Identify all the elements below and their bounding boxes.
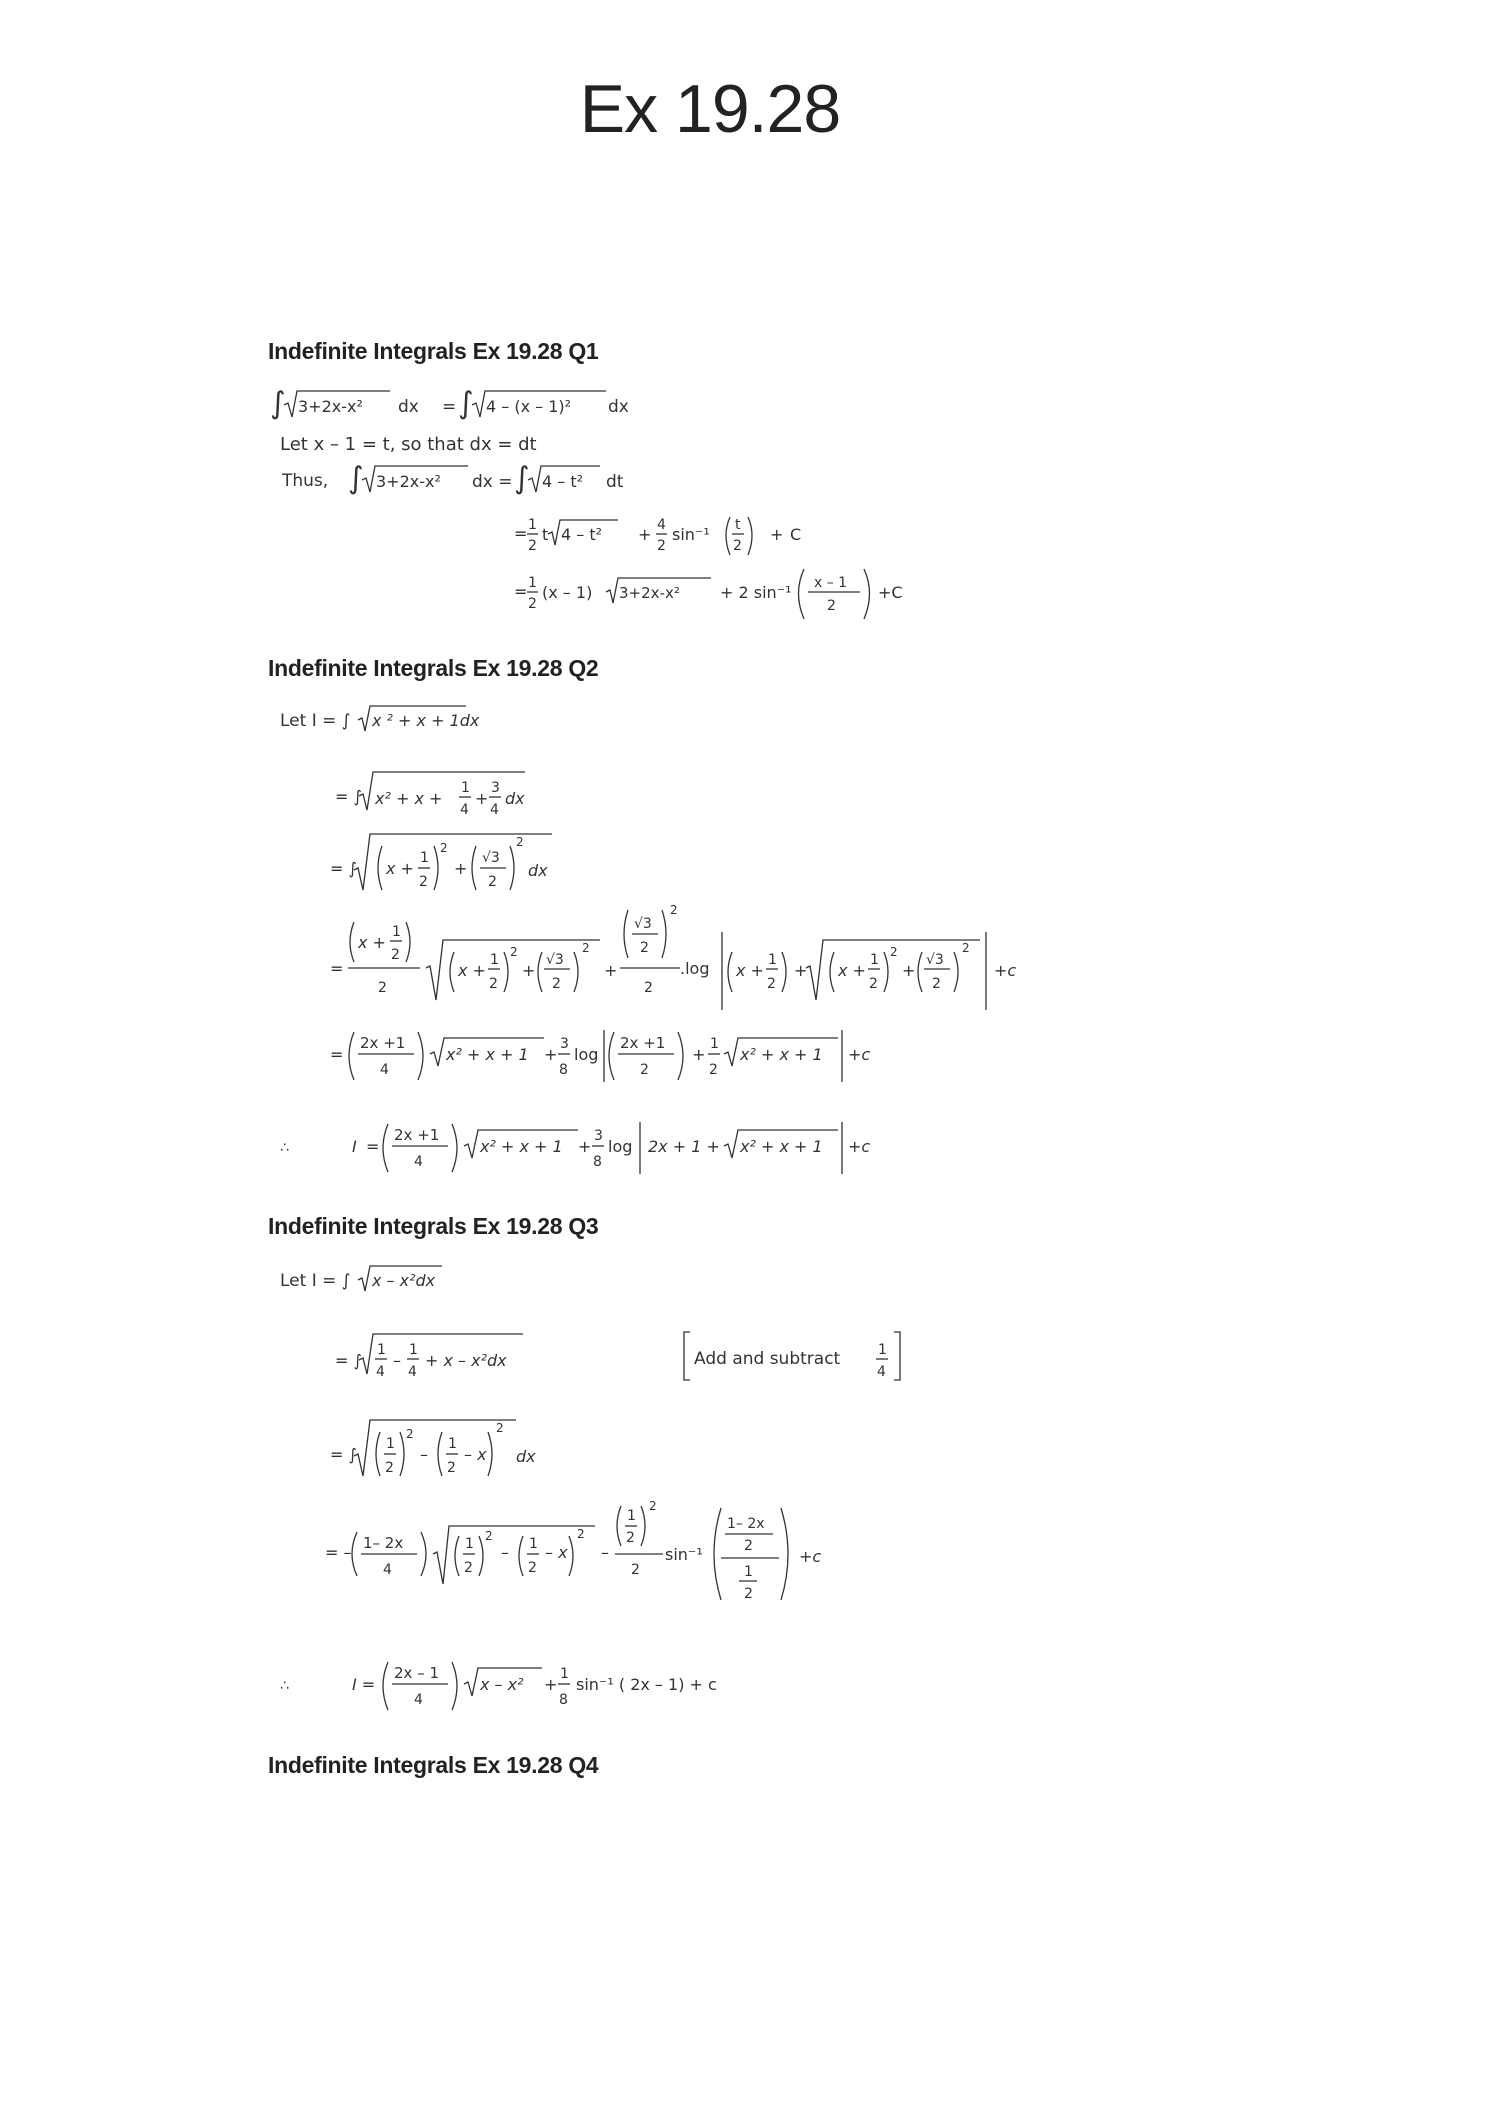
- svg-text:4: 4: [383, 1562, 392, 1578]
- svg-text:2: 2: [391, 947, 400, 963]
- svg-text:2: 2: [640, 1062, 649, 1078]
- svg-text:2: 2: [640, 940, 649, 956]
- svg-text:1: 1: [420, 850, 429, 866]
- svg-text:2: 2: [649, 1499, 657, 1513]
- svg-text:2: 2: [489, 976, 498, 992]
- section-heading-q4: Indefinite Integrals Ex 19.28 Q4: [268, 1752, 599, 1778]
- svg-text:+: +: [475, 789, 489, 808]
- svg-text:4: 4: [490, 802, 499, 818]
- svg-text:1: 1: [377, 1342, 386, 1358]
- svg-text:dx: dx: [505, 789, 525, 808]
- svg-text:+: +: [604, 961, 618, 980]
- svg-text:=: =: [330, 959, 344, 978]
- svg-text:dx: dx: [608, 397, 629, 417]
- svg-text:.log: .log: [680, 959, 710, 978]
- svg-text:4: 4: [657, 517, 666, 533]
- svg-text:2x + 1 +: 2x + 1 +: [648, 1137, 720, 1156]
- svg-text:(x – 1): (x – 1): [542, 583, 593, 602]
- svg-text:1: 1: [744, 1564, 753, 1580]
- svg-text:3+2x-x²: 3+2x-x²: [298, 397, 363, 416]
- svg-text:2: 2: [496, 1421, 504, 1435]
- svg-text:1: 1: [528, 575, 537, 591]
- svg-text:=: =: [514, 582, 528, 601]
- svg-text:1: 1: [878, 1342, 887, 1358]
- svg-text:2: 2: [709, 1062, 718, 1078]
- svg-text:√3: √3: [546, 952, 564, 968]
- svg-text:–: –: [393, 1351, 401, 1370]
- svg-text:2x +1: 2x +1: [360, 1034, 406, 1052]
- svg-text:2: 2: [869, 976, 878, 992]
- svg-text:2: 2: [510, 945, 518, 959]
- svg-text:2: 2: [485, 1529, 493, 1543]
- svg-text:x ² + x + 1dx: x ² + x + 1dx: [372, 711, 480, 730]
- svg-text:t: t: [735, 517, 741, 533]
- svg-text:x² + x +: x² + x +: [375, 789, 443, 808]
- svg-text:x – x²: x – x²: [480, 1675, 524, 1694]
- svg-text:dx =: dx =: [472, 472, 513, 492]
- svg-text:8: 8: [559, 1062, 568, 1078]
- svg-text:4: 4: [380, 1062, 389, 1078]
- svg-text:4 – t²: 4 – t²: [561, 525, 603, 544]
- svg-text:√3: √3: [926, 952, 944, 968]
- svg-text:∫: ∫: [514, 461, 530, 496]
- svg-text:=: =: [442, 397, 457, 417]
- svg-text:x² + x + 1: x² + x + 1: [446, 1045, 529, 1064]
- svg-text:x – 1: x – 1: [814, 575, 848, 591]
- q2-let: [280, 702, 540, 738]
- svg-text:= ∫: = ∫: [335, 1351, 362, 1370]
- q1-thus-label: Thus,: [282, 471, 329, 491]
- svg-text:8: 8: [559, 1692, 568, 1708]
- q2-final: [280, 1108, 900, 1184]
- svg-text:+: +: [544, 1675, 558, 1694]
- q3-step-1: [335, 1326, 555, 1386]
- svg-text:= ∫: = ∫: [330, 859, 357, 878]
- svg-text:–: –: [601, 1543, 609, 1562]
- svg-text:=: =: [366, 1137, 380, 1156]
- svg-text:2: 2: [733, 538, 742, 554]
- q3-therefore: ∴: [280, 1678, 289, 1694]
- svg-text:1: 1: [392, 924, 401, 940]
- svg-text:2: 2: [419, 874, 428, 890]
- svg-text:3: 3: [560, 1036, 569, 1052]
- svg-text:2: 2: [670, 903, 678, 917]
- svg-text:sin⁻¹: sin⁻¹: [665, 1545, 703, 1564]
- svg-text:1– 2x: 1– 2x: [363, 1534, 404, 1552]
- svg-text:1: 1: [710, 1036, 719, 1052]
- q3-final-label: I =: [352, 1675, 376, 1694]
- svg-text:3: 3: [594, 1128, 603, 1144]
- svg-text:2: 2: [626, 1530, 635, 1546]
- svg-text:+: +: [544, 1045, 558, 1064]
- svg-text:2: 2: [657, 538, 666, 554]
- svg-text:x +: x +: [458, 961, 486, 980]
- svg-text:–: –: [501, 1543, 509, 1562]
- svg-text:– x: – x: [545, 1543, 568, 1562]
- svg-text:2: 2: [577, 1527, 585, 1541]
- svg-text:4: 4: [414, 1692, 423, 1708]
- svg-text:1– 2x: 1– 2x: [727, 1516, 765, 1532]
- svg-text:∫: ∫: [458, 386, 474, 421]
- svg-text:+: +: [770, 525, 784, 544]
- svg-text:2: 2: [528, 1560, 537, 1576]
- svg-text:–: –: [420, 1445, 428, 1464]
- svg-text:4: 4: [414, 1154, 423, 1170]
- svg-text:+: +: [692, 1045, 706, 1064]
- svg-text:2x – 1: 2x – 1: [394, 1664, 439, 1682]
- svg-text:2: 2: [406, 1427, 414, 1441]
- q1-step-2: [514, 563, 914, 623]
- svg-text:2: 2: [552, 976, 561, 992]
- q3-let: [280, 1262, 540, 1298]
- svg-text:+c: +c: [848, 1137, 871, 1156]
- svg-text:1: 1: [448, 1436, 457, 1452]
- svg-text:+: +: [902, 961, 916, 980]
- svg-text:+c: +c: [994, 961, 1017, 980]
- svg-text:– x: – x: [464, 1445, 487, 1464]
- svg-text:t: t: [542, 525, 549, 544]
- svg-text:= ∫: = ∫: [335, 787, 362, 806]
- q1-step-1: [514, 505, 834, 565]
- svg-text:1: 1: [490, 952, 499, 968]
- svg-text:log: log: [574, 1045, 599, 1064]
- svg-text:1: 1: [461, 780, 470, 796]
- svg-text:2x +1: 2x +1: [620, 1034, 666, 1052]
- svg-text:2: 2: [827, 598, 836, 614]
- svg-text:2: 2: [528, 596, 537, 612]
- page-title: Ex 19.28: [579, 71, 841, 147]
- svg-text:+C: +C: [878, 583, 903, 602]
- svg-text:2: 2: [631, 1562, 640, 1578]
- svg-text:2: 2: [767, 976, 776, 992]
- q2-step-3: [330, 904, 1050, 1014]
- q3-step-2: [330, 1412, 550, 1488]
- q3-final: [280, 1650, 760, 1720]
- q3-let-label: Let I = ∫: [280, 1271, 351, 1291]
- section-heading-q2: Indefinite Integrals Ex 19.28 Q2: [268, 655, 599, 681]
- svg-text:8: 8: [593, 1154, 602, 1170]
- svg-text:+: +: [638, 525, 652, 544]
- svg-text:+: +: [578, 1137, 592, 1156]
- svg-text:1: 1: [768, 952, 777, 968]
- svg-text:1: 1: [870, 952, 879, 968]
- svg-text:√3: √3: [482, 850, 500, 866]
- svg-text:∫: ∫: [270, 386, 286, 421]
- q2-step-2: [330, 826, 590, 902]
- svg-text:2: 2: [890, 945, 898, 959]
- svg-text:3+2x-x²: 3+2x-x²: [376, 472, 441, 491]
- svg-text:dx: dx: [528, 861, 548, 880]
- q3-step-3: [325, 1500, 845, 1610]
- svg-text:√3: √3: [634, 916, 652, 932]
- svg-text:sin⁻¹: sin⁻¹: [672, 525, 710, 544]
- svg-text:2: 2: [582, 941, 590, 955]
- svg-text:+c: +c: [848, 1045, 871, 1064]
- svg-text:x – x²dx: x – x²dx: [372, 1271, 436, 1290]
- section-heading-q1: Indefinite Integrals Ex 19.28 Q1: [268, 338, 599, 364]
- svg-text:+c: +c: [799, 1547, 822, 1566]
- svg-text:4: 4: [877, 1364, 886, 1380]
- svg-text:+: +: [794, 961, 808, 980]
- svg-text:1: 1: [529, 1536, 538, 1552]
- svg-text:dt: dt: [606, 472, 624, 492]
- svg-text:sin⁻¹ ( 2x – 1) + c: sin⁻¹ ( 2x – 1) + c: [576, 1675, 717, 1694]
- svg-text:2: 2: [644, 980, 653, 996]
- svg-text:+ x – x²dx: + x – x²dx: [425, 1351, 507, 1370]
- svg-text:2: 2: [932, 976, 941, 992]
- svg-text:dx: dx: [398, 397, 419, 417]
- svg-text:= –: = –: [325, 1543, 352, 1562]
- svg-text:1: 1: [465, 1536, 474, 1552]
- svg-text:dx: dx: [516, 1447, 536, 1466]
- svg-text:1: 1: [409, 1342, 418, 1358]
- svg-text:4: 4: [460, 802, 469, 818]
- svg-text:2: 2: [385, 1460, 394, 1476]
- svg-text:4 – t²: 4 – t²: [542, 472, 584, 491]
- svg-text:2: 2: [962, 941, 970, 955]
- svg-text:4: 4: [376, 1364, 385, 1380]
- svg-text:x² + x + 1: x² + x + 1: [740, 1045, 823, 1064]
- q3-note-text: Add and subtract: [694, 1349, 841, 1369]
- svg-text:x² + x + 1: x² + x + 1: [740, 1137, 823, 1156]
- svg-text:x +: x +: [358, 933, 386, 952]
- svg-text:C: C: [790, 525, 802, 544]
- svg-text:2x +1: 2x +1: [394, 1126, 440, 1144]
- q1-thus-line: [282, 460, 642, 500]
- svg-text:+ 2 sin⁻¹: + 2 sin⁻¹: [720, 583, 792, 602]
- svg-text:2: 2: [447, 1460, 456, 1476]
- svg-text:2: 2: [488, 874, 497, 890]
- svg-text:I: I: [352, 1137, 357, 1156]
- svg-text:1: 1: [560, 1666, 569, 1682]
- svg-text:x +: x +: [838, 961, 866, 980]
- svg-text:3: 3: [491, 780, 500, 796]
- q1-integral-statement: [270, 385, 650, 425]
- q2-step-1: [335, 764, 595, 824]
- svg-text:1: 1: [627, 1508, 636, 1524]
- svg-text:2: 2: [528, 538, 537, 554]
- section-heading-q3: Indefinite Integrals Ex 19.28 Q3: [268, 1213, 599, 1239]
- svg-text:x² + x + 1: x² + x + 1: [480, 1137, 563, 1156]
- svg-text:2: 2: [440, 841, 448, 855]
- svg-text:=: =: [514, 524, 528, 543]
- svg-text:2: 2: [464, 1560, 473, 1576]
- svg-text:x +: x +: [736, 961, 764, 980]
- svg-text:+: +: [522, 961, 536, 980]
- svg-text:4: 4: [408, 1364, 417, 1380]
- svg-text:= ∫: = ∫: [330, 1445, 357, 1464]
- q2-step-4: [330, 1020, 890, 1090]
- svg-text:2: 2: [378, 980, 387, 996]
- svg-text:2: 2: [744, 1538, 753, 1554]
- q1-substitution: Let x – 1 = t, so that dx = dt: [280, 434, 537, 455]
- svg-text:1: 1: [528, 517, 537, 533]
- svg-text:log: log: [608, 1137, 633, 1156]
- svg-text:=: =: [330, 1045, 344, 1064]
- q3-note: [682, 1326, 912, 1386]
- svg-text:3+2x-x²: 3+2x-x²: [619, 584, 680, 602]
- svg-text:+: +: [454, 859, 468, 878]
- svg-text:2: 2: [516, 835, 524, 849]
- svg-text:∫: ∫: [348, 461, 364, 496]
- svg-text:4 – (x – 1)²: 4 – (x – 1)²: [486, 397, 572, 416]
- svg-text:2: 2: [744, 1586, 753, 1602]
- svg-text:1: 1: [386, 1436, 395, 1452]
- svg-text:x +: x +: [386, 859, 414, 878]
- svg-text:∴: ∴: [280, 1140, 289, 1156]
- q2-let-label: Let I = ∫: [280, 711, 351, 731]
